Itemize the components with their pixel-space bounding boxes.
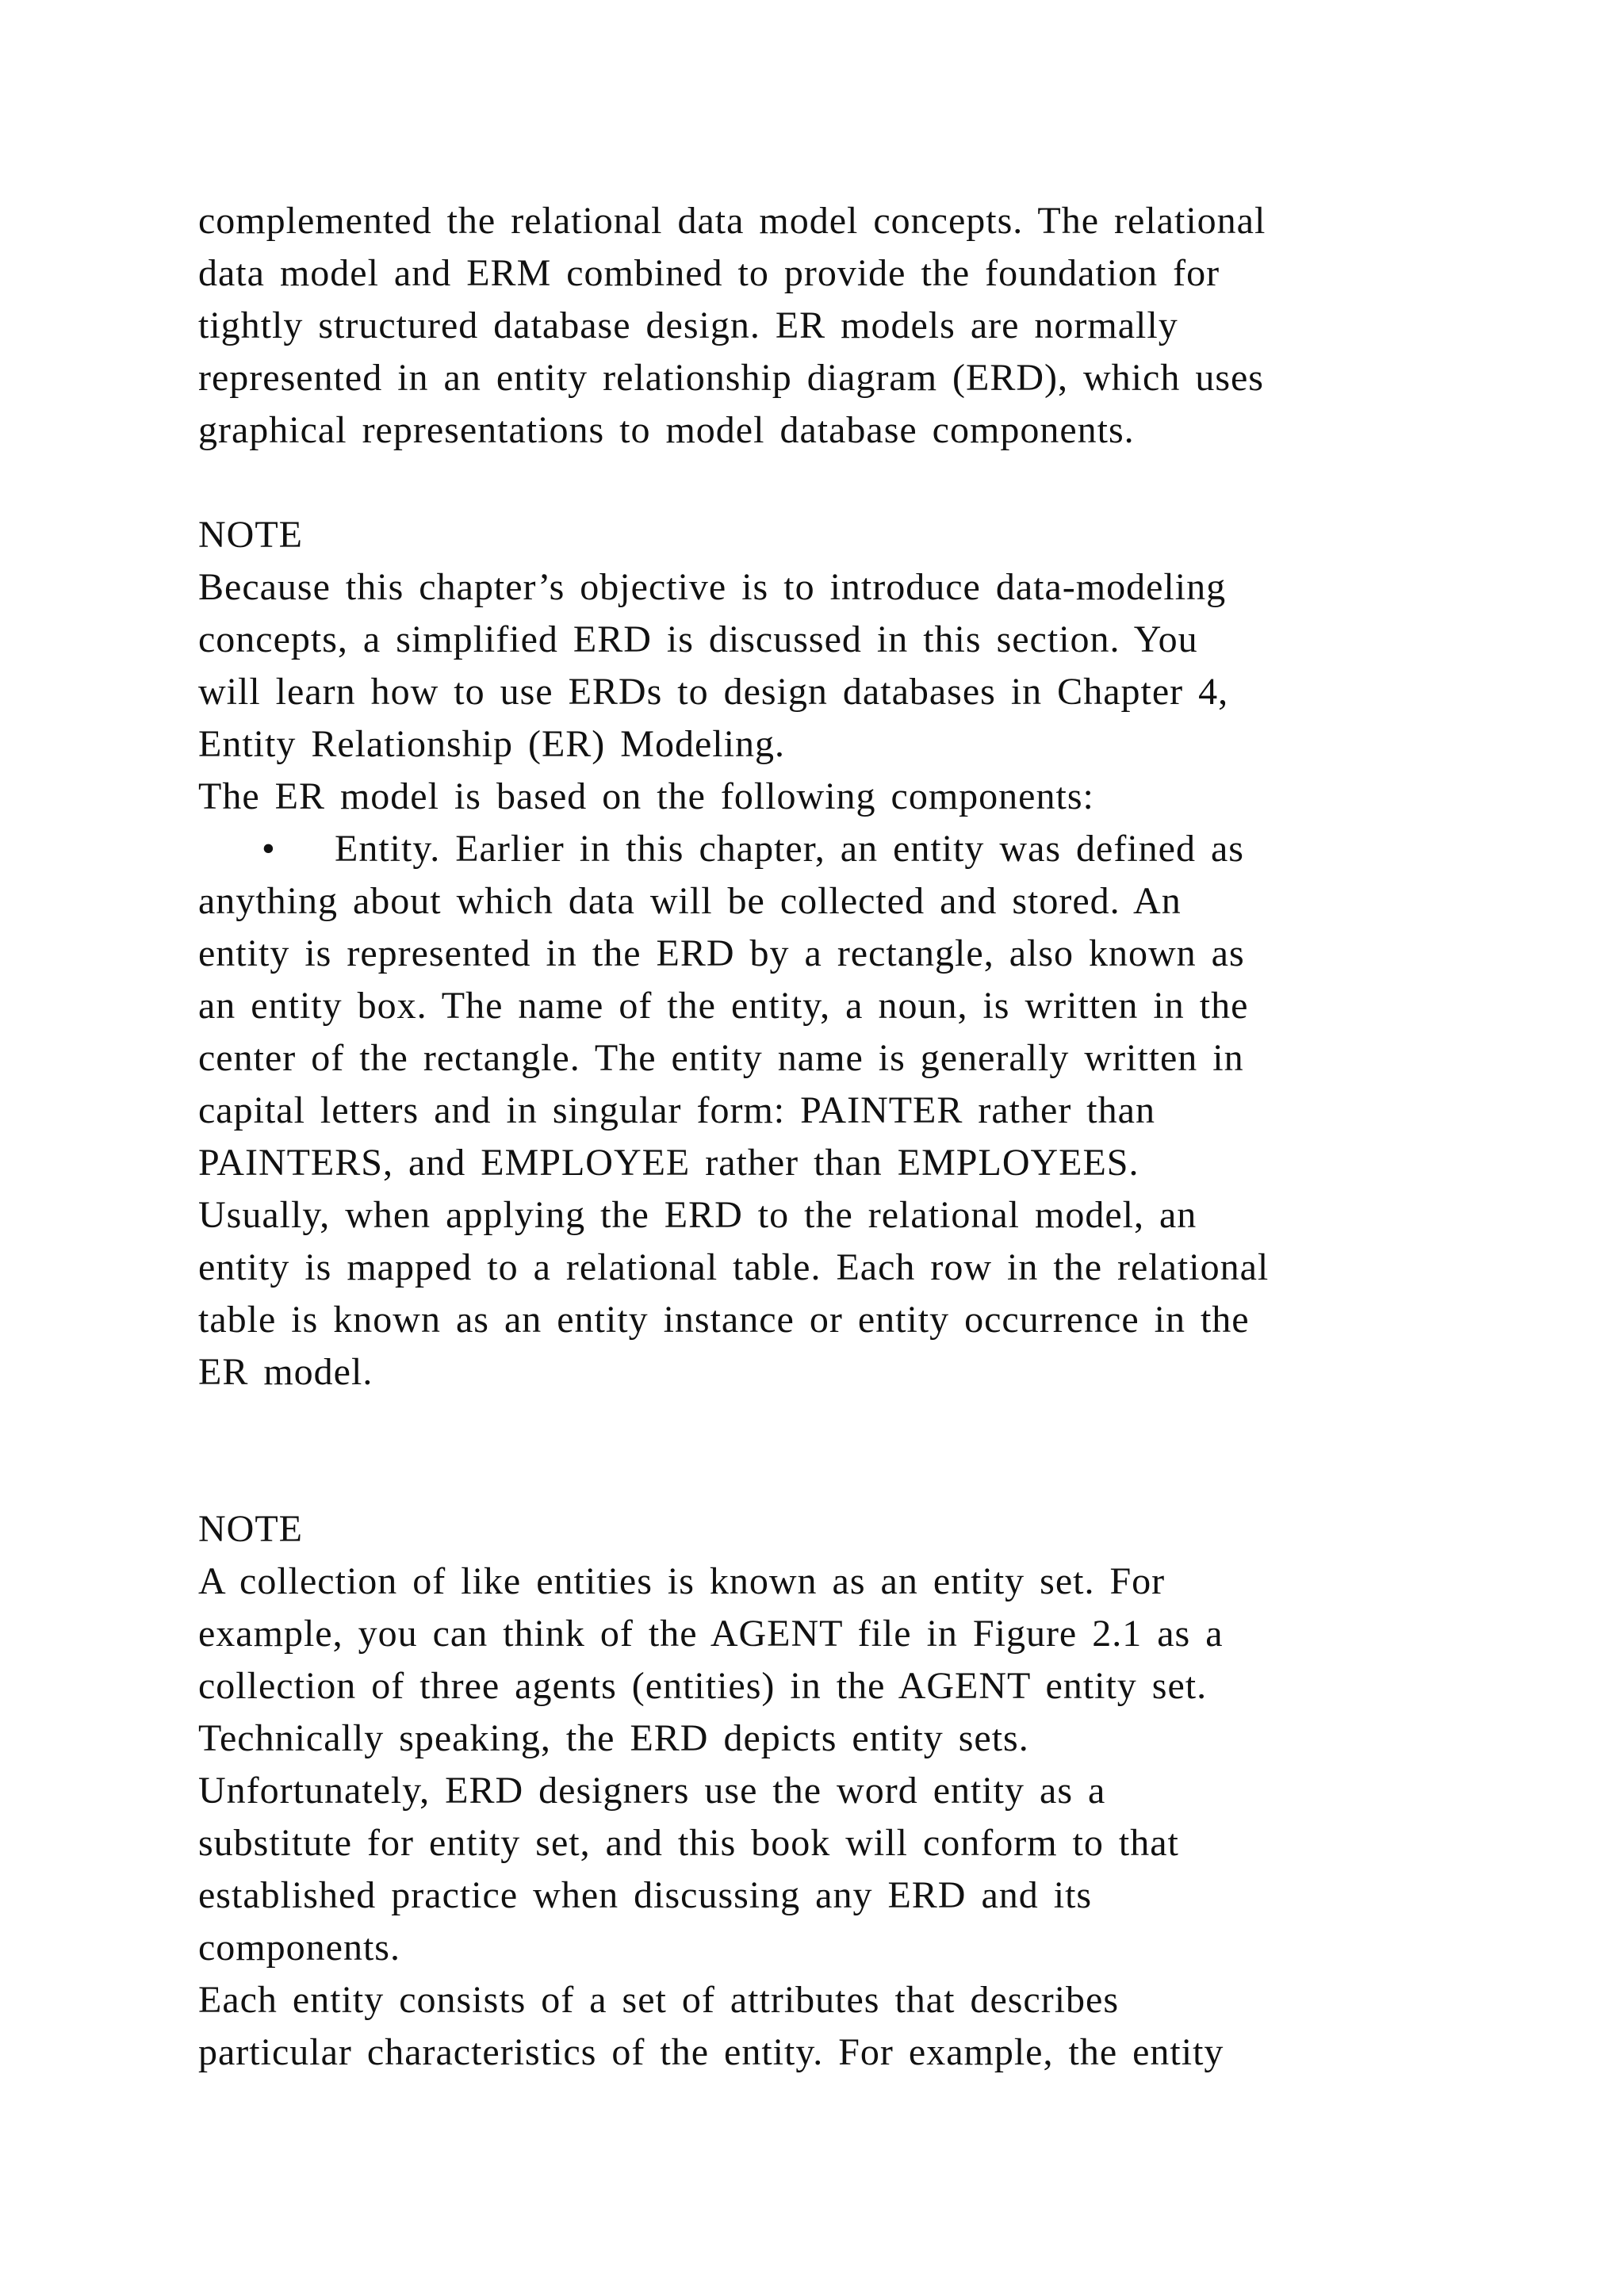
spacer bbox=[198, 1451, 1483, 1503]
text-line: PAINTERS, and EMPLOYEE rather than EMPLOYEES. bbox=[198, 1142, 1139, 1184]
bullet-first-line bbox=[198, 823, 1483, 875]
text-line: an entity box. The name of the entity, a noun, is written in the bbox=[198, 985, 1249, 1027]
text-line: capital letters and in singular form: PAINTER rather than bbox=[198, 1089, 1155, 1131]
bullet-text: Entity. Earlier in this chapter, an entity was defined as bbox=[335, 828, 1244, 870]
note-block-1 bbox=[198, 509, 1483, 771]
paragraph-components bbox=[198, 771, 1483, 823]
text-line: tightly structured database design. ER models are normally bbox=[198, 304, 1178, 346]
spacer bbox=[198, 457, 1483, 509]
paragraph-intro bbox=[198, 195, 1483, 457]
paragraph-attributes bbox=[198, 1974, 1483, 2079]
bullet-entity bbox=[198, 823, 1483, 1399]
text-line: substitute for entity set, and this book will conform to that bbox=[198, 1822, 1179, 1864]
text-line: collection of three agents (entities) in the AGENT entity set. bbox=[198, 1665, 1208, 1707]
text-line: will learn how to use ERDs to design databases in Chapter 4, bbox=[198, 671, 1229, 713]
text-line: Technically speaking, the ERD depicts entity sets. bbox=[198, 1717, 1029, 1759]
text-line: ER model. bbox=[198, 1351, 373, 1393]
text-line: A collection of like entities is known as an entity set. For bbox=[198, 1560, 1166, 1602]
text-line: graphical representations to model database components. bbox=[198, 409, 1135, 451]
note-heading: NOTE bbox=[198, 1508, 303, 1550]
text-line: components. bbox=[198, 1927, 400, 1969]
text-line: data model and ERM combined to provide the foundation for bbox=[198, 252, 1220, 294]
bullet-glyph: • bbox=[262, 828, 276, 870]
text-line: center of the rectangle. The entity name is generally written in bbox=[198, 1037, 1244, 1079]
text-line: concepts, a simplified ERD is discussed in this section. You bbox=[198, 618, 1198, 660]
spacer bbox=[198, 1399, 1483, 1451]
text-line: example, you can think of the AGENT file in Figure 2.1 as a bbox=[198, 1613, 1224, 1655]
text-line: The ER model is based on the following components: bbox=[198, 775, 1094, 817]
text-line: Usually, when applying the ERD to the relational model, an bbox=[198, 1194, 1197, 1236]
text-line: table is known as an entity instance or entity occurrence in the bbox=[198, 1299, 1250, 1341]
note-heading: NOTE bbox=[198, 514, 303, 556]
document-page bbox=[198, 195, 1483, 2079]
text-line: entity is represented in the ERD by a rectangle, also known as bbox=[198, 932, 1245, 974]
text-line: established practice when discussing any ERD and its bbox=[198, 1874, 1093, 1916]
text-line: particular characteristics of the entity. For example, the entity bbox=[198, 2031, 1224, 2073]
text-line: entity is mapped to a relational table. Each row in the relational bbox=[198, 1246, 1270, 1288]
text-line: Entity Relationship (ER) Modeling. bbox=[198, 723, 785, 765]
text-line: anything about which data will be collected and stored. An bbox=[198, 880, 1182, 922]
text-line: Because this chapter’s objective is to introduce data-modeling bbox=[198, 566, 1227, 608]
text-line: complemented the relational data model concepts. The relational bbox=[198, 200, 1266, 242]
text-line: Unfortunately, ERD designers use the word entity as a bbox=[198, 1770, 1106, 1812]
note-block-2 bbox=[198, 1503, 1483, 1974]
text-line: Each entity consists of a set of attributes that describes bbox=[198, 1979, 1120, 2021]
text-line: represented in an entity relationship diagram (ERD), which uses bbox=[198, 357, 1264, 399]
